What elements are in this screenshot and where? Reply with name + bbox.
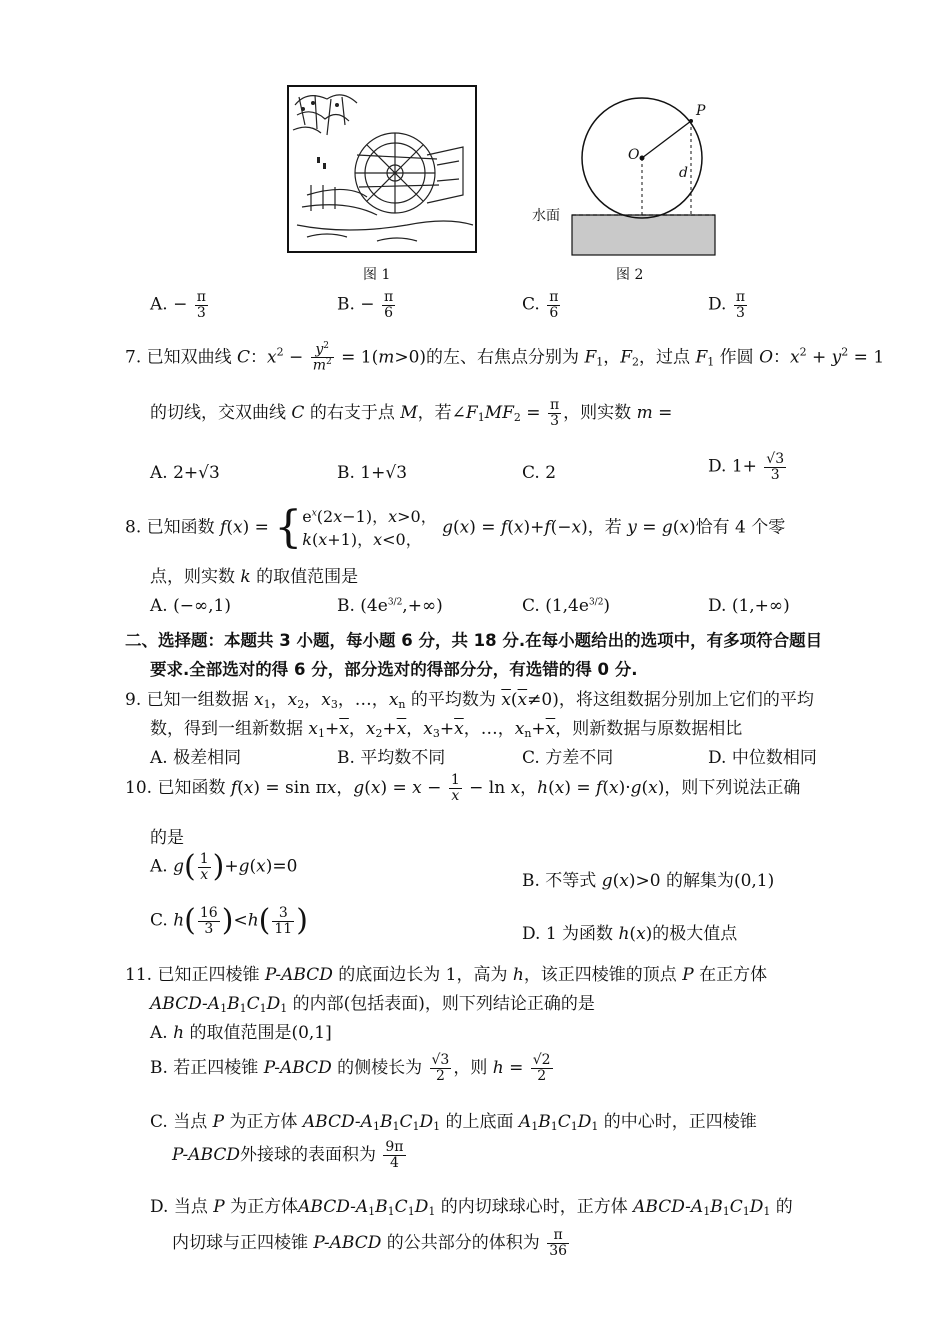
q6-option-d: D. $\frac{\pi}{3}$ — [708, 289, 746, 321]
q11-option-c: C. 当点 P 为正方体 ABCD-$A_1B_1C_1D_1$ 的上底面 $A_1B_1C_1D_1$ 的中心时，正四棱锥 — [150, 1112, 757, 1133]
label-p: P — [696, 103, 706, 119]
q6-option-b: B. − $\frac{\pi}{6}$ — [337, 289, 394, 321]
q11-option-b: B. 若正四棱锥 P-ABCD 的侧棱长为 $\frac{√3}{2}$ ，则 h = $\frac{√2}{2}$ — [150, 1052, 551, 1084]
section-2-heading: 二、选择题：本题共 3 小题，每小题 6 分，共 18 分.在每小题给出的选项中，有多项符合题目 — [125, 631, 823, 650]
q11-option-d: D. 当点 P 为正方体ABCD-$A_1B_1C_1D_1$ 的内切球球心时，正方体 ABCD-$A_1B_1C_1D_1$ 的 — [150, 1197, 793, 1218]
q8-option-b: B. $(4e^{3/2},+\infty)$ — [337, 596, 443, 616]
q6-option-c: C. $\frac{\pi}{6}$ — [522, 289, 559, 321]
q8-option-c: C. $(1,4e^{3/2})$ — [522, 596, 611, 616]
q11-option-c-line2: P-ABCD外接球的表面积为 $\frac{9\pi}{4}$ — [172, 1139, 404, 1171]
q9-option-b: B. 平均数不同 — [337, 748, 446, 768]
q8-text-line2: 点，则实数 k 的取值范围是 — [150, 567, 359, 587]
label-d: d — [679, 165, 688, 181]
q9-option-d: D. 中位数相同 — [708, 748, 817, 768]
q7-option-a: A. 2+√3 — [150, 463, 220, 483]
q11-text-line2: ABCD-$A_1B_1C_1D_1$ 的内部(包括表面)，则下列结论正确的是 — [150, 994, 595, 1015]
q9-text-line2: 数，得到一组新数据 $x_1+\overline{x}$，$x_2+\overline{x}$，$x_3+\overline{x}$，…，$x_n+\overline{x}$，则新数据与原数据相比 — [150, 719, 743, 740]
label-water-surface: 水面 — [532, 208, 560, 224]
q11-option-a: A. h 的取值范围是(0,1] — [150, 1023, 332, 1043]
q6-option-a: A. − $\frac{\pi}{3}$ — [150, 289, 206, 321]
q9-option-a: A. 极差相同 — [150, 748, 242, 768]
q10-option-b: B. 不等式 g(x)>0 的解集为(0,1) — [522, 871, 775, 891]
q10-option-c: C. h( $\frac{16}{3}$ )<h( $\frac{3}{11}$ ) — [150, 903, 308, 939]
figure-2-caption: 图 2 — [616, 267, 644, 283]
label-o: O — [628, 147, 640, 163]
q10-option-a: A. g( $\frac{1}{x}$ )+g(x)=0 — [150, 849, 298, 885]
q8-text: 8. 已知函数 $f(x) = \{e^x(2x-1)$，x>0， k(x+1)，x<0， g(x) = f(x)+f(−x)，若 y = g(x)恰有 4 个零 — [125, 502, 786, 554]
figure-2 — [524, 95, 724, 260]
q7-text: 7. 已知双曲线 C：$x^2$ − $\frac{y^2}{m^2}$ = 1(m>0)的左、右焦点分别为 $F_1$，$F_2$，过点 $F_1$ 作圆 O：$x^2 + y^2 = 1$ — [125, 341, 885, 374]
figure-1 — [287, 85, 477, 253]
q8-option-a: A. (−∞,1) — [150, 596, 231, 616]
circle-diagram — [524, 95, 724, 260]
section-2-heading-line2: 要求.全部选对的得 6 分，部分选对的得部分分，有选错的得 0 分. — [150, 660, 638, 679]
q9-option-c: C. 方差不同 — [522, 748, 614, 768]
q7-option-b: B. 1+√3 — [337, 463, 408, 483]
q8-option-d: D. (1,+∞) — [708, 596, 790, 616]
q7-option-c: C. 2 — [522, 463, 557, 483]
q10-text: 10. 已知函数 f(x) = sin πx，g(x) = x − $\frac{1}{x}$ − ln x，h(x) = f(x)·g(x)，则下列说法正确 — [125, 772, 801, 804]
waterwheel-illustration — [287, 85, 477, 253]
q10-text-line2: 的是 — [150, 828, 184, 848]
q11-option-d-line2: 内切球与正四棱锥 P-ABCD 的公共部分的体积为 $\frac{\pi}{36}$ — [172, 1227, 568, 1259]
q7-option-d: D. 1+ $\frac{√3}{3}$ — [708, 451, 785, 483]
figure-1-caption: 图 1 — [363, 267, 391, 283]
q10-option-d: D. 1 为函数 h(x)的极大值点 — [522, 924, 738, 944]
q7-text-line2: 的切线，交双曲线 C 的右支于点 M，若$\angle F_1MF_2$ = $\frac{\pi}{3}$ ，则实数 m = — [150, 397, 673, 429]
q11-text: 11. 已知正四棱锥 P-ABCD 的底面边长为 1，高为 h，该正四棱锥的顶点 P 在正方体 — [125, 965, 768, 985]
q9-text: 9. 已知一组数据 $x_1$，$x_2$，$x_3$，…，$x_n$ 的平均数为 $\overline{x}(\overline{x}\ne 0)$，将这组数据分别加上它们的平均 — [125, 690, 814, 711]
